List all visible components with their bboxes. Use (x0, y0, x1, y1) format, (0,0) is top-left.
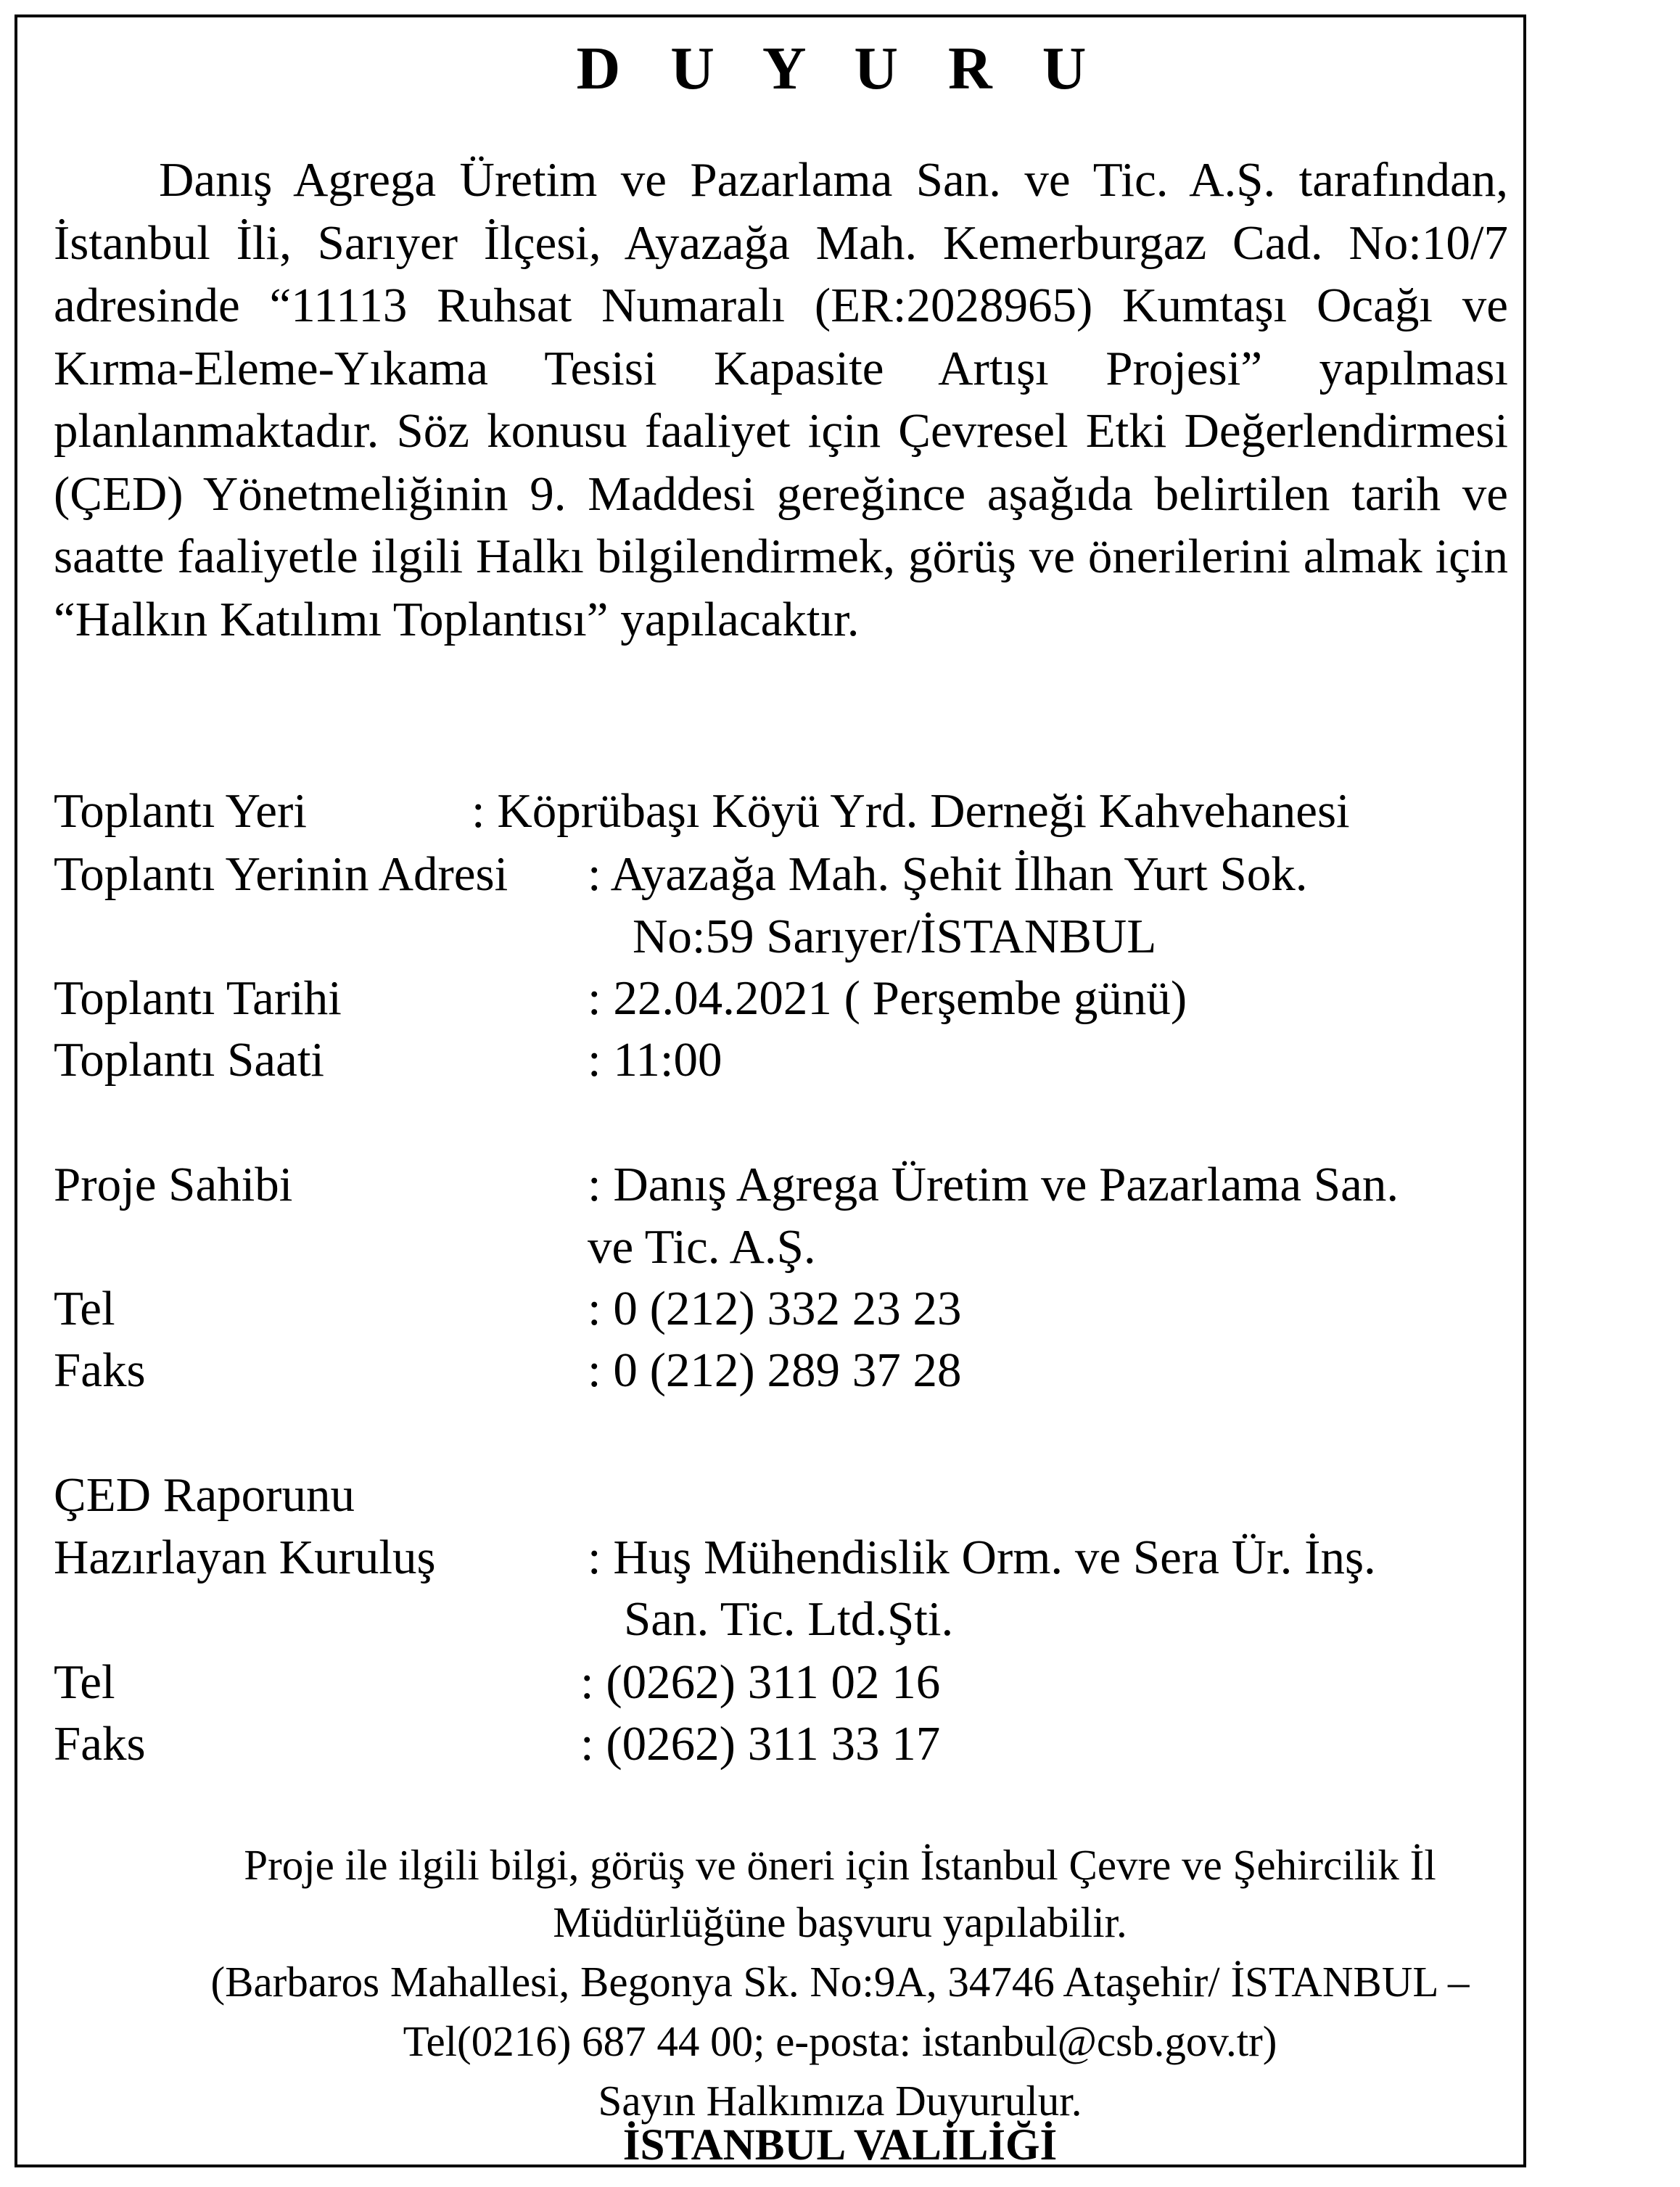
owner-value: : Danış Agrega Üretim ve Pazarlama San. (588, 1158, 1399, 1211)
meeting-time-label: Toplantı Saati (54, 1033, 325, 1087)
footer-line-1: Proje ile ilgili bilgi, görüş ve öneri için İstanbul Çevre ve Şehircilik İl (244, 1841, 1436, 1889)
owner-fax-label: Faks (54, 1343, 146, 1397)
meeting-place-value: : Köprübaşı Köyü Yrd. Derneği Kahvehanesi (472, 784, 1350, 838)
preparer-tel-value: : (0262) 311 02 16 (580, 1655, 941, 1709)
meeting-address-label: Toplantı Yerinin Adresi (54, 847, 508, 901)
owner-fax-value: : 0 (212) 289 37 28 (588, 1343, 962, 1397)
preparer-label-2: Hazırlayan Kuruluş (54, 1531, 436, 1584)
meeting-time-value: : 11:00 (588, 1033, 722, 1087)
footer-announcement: Sayın Halkımıza Duyurulur. (598, 2077, 1082, 2125)
footer-line-2: Müdürlüğüne başvuru yapılabilir. (553, 1898, 1127, 1946)
footer-address: (Barbaros Mahallesi, Begonya Sk. No:9A, 34746 Ataşehir/ İSTANBUL – (210, 1958, 1470, 2006)
footer-contact: Tel(0216) 687 44 00; e-posta: istanbul@csb.gov.tr) (403, 2017, 1277, 2065)
owner-tel-label: Tel (54, 1282, 115, 1335)
owner-value-2: ve Tic. A.Ş. (588, 1220, 816, 1274)
owner-tel-value: : 0 (212) 332 23 23 (588, 1282, 962, 1335)
preparer-label-1: ÇED Raporunu (54, 1468, 355, 1522)
preparer-fax-label: Faks (54, 1717, 146, 1771)
preparer-fax-value: : (0262) 311 33 17 (580, 1717, 941, 1771)
meeting-place-label: Toplantı Yeri (54, 784, 307, 838)
meeting-address-value: : Ayazağa Mah. Şehit İlhan Yurt Sok. (588, 847, 1308, 901)
meeting-address-value-2: No:59 Sarıyer/İSTANBUL (633, 910, 1157, 963)
announcement-title: D U Y U R U (576, 35, 1104, 102)
preparer-tel-label: Tel (54, 1655, 115, 1709)
preparer-value-2: San. Tic. Ltd.Şti. (624, 1592, 954, 1646)
meeting-date-label: Toplantı Tarihi (54, 971, 342, 1025)
intro-paragraph: Danış Agrega Üretim ve Pazarlama San. ve Tic. A.Ş. tarafından, İstanbul İli, Sarıyer İlçesi, Ayazağa Mah. Kemerburgaz Cad. No:10/7 adresinde “11113 Ruhsat Numaralı (ER:2028965) Kumtaşı Ocağı ve Kırma-Eleme-Yıkama Tesisi Kapasite Artışı Projesi” yapılması planlanmaktadır. Söz konusu faaliyet için Çevresel Etki Değerlendirmesi (ÇED) Yönetmeliğinin 9. Maddesi gereğince aşağıda belirtilen tarih ve saatte faaliyetle ilgili Halkı bilgilendirmek, görüş ve önerilerini almak için “Halkın Katılımı Toplantısı” yapılacaktır. (54, 153, 1508, 646)
footer-signature: İSTANBUL VALİLİĞİ (622, 2121, 1058, 2170)
owner-label: Proje Sahibi (54, 1158, 293, 1211)
meeting-date-value: : 22.04.2021 ( Perşembe günü) (588, 971, 1187, 1025)
preparer-value: : Huş Mühendislik Orm. ve Sera Ür. İnş. (588, 1531, 1376, 1584)
